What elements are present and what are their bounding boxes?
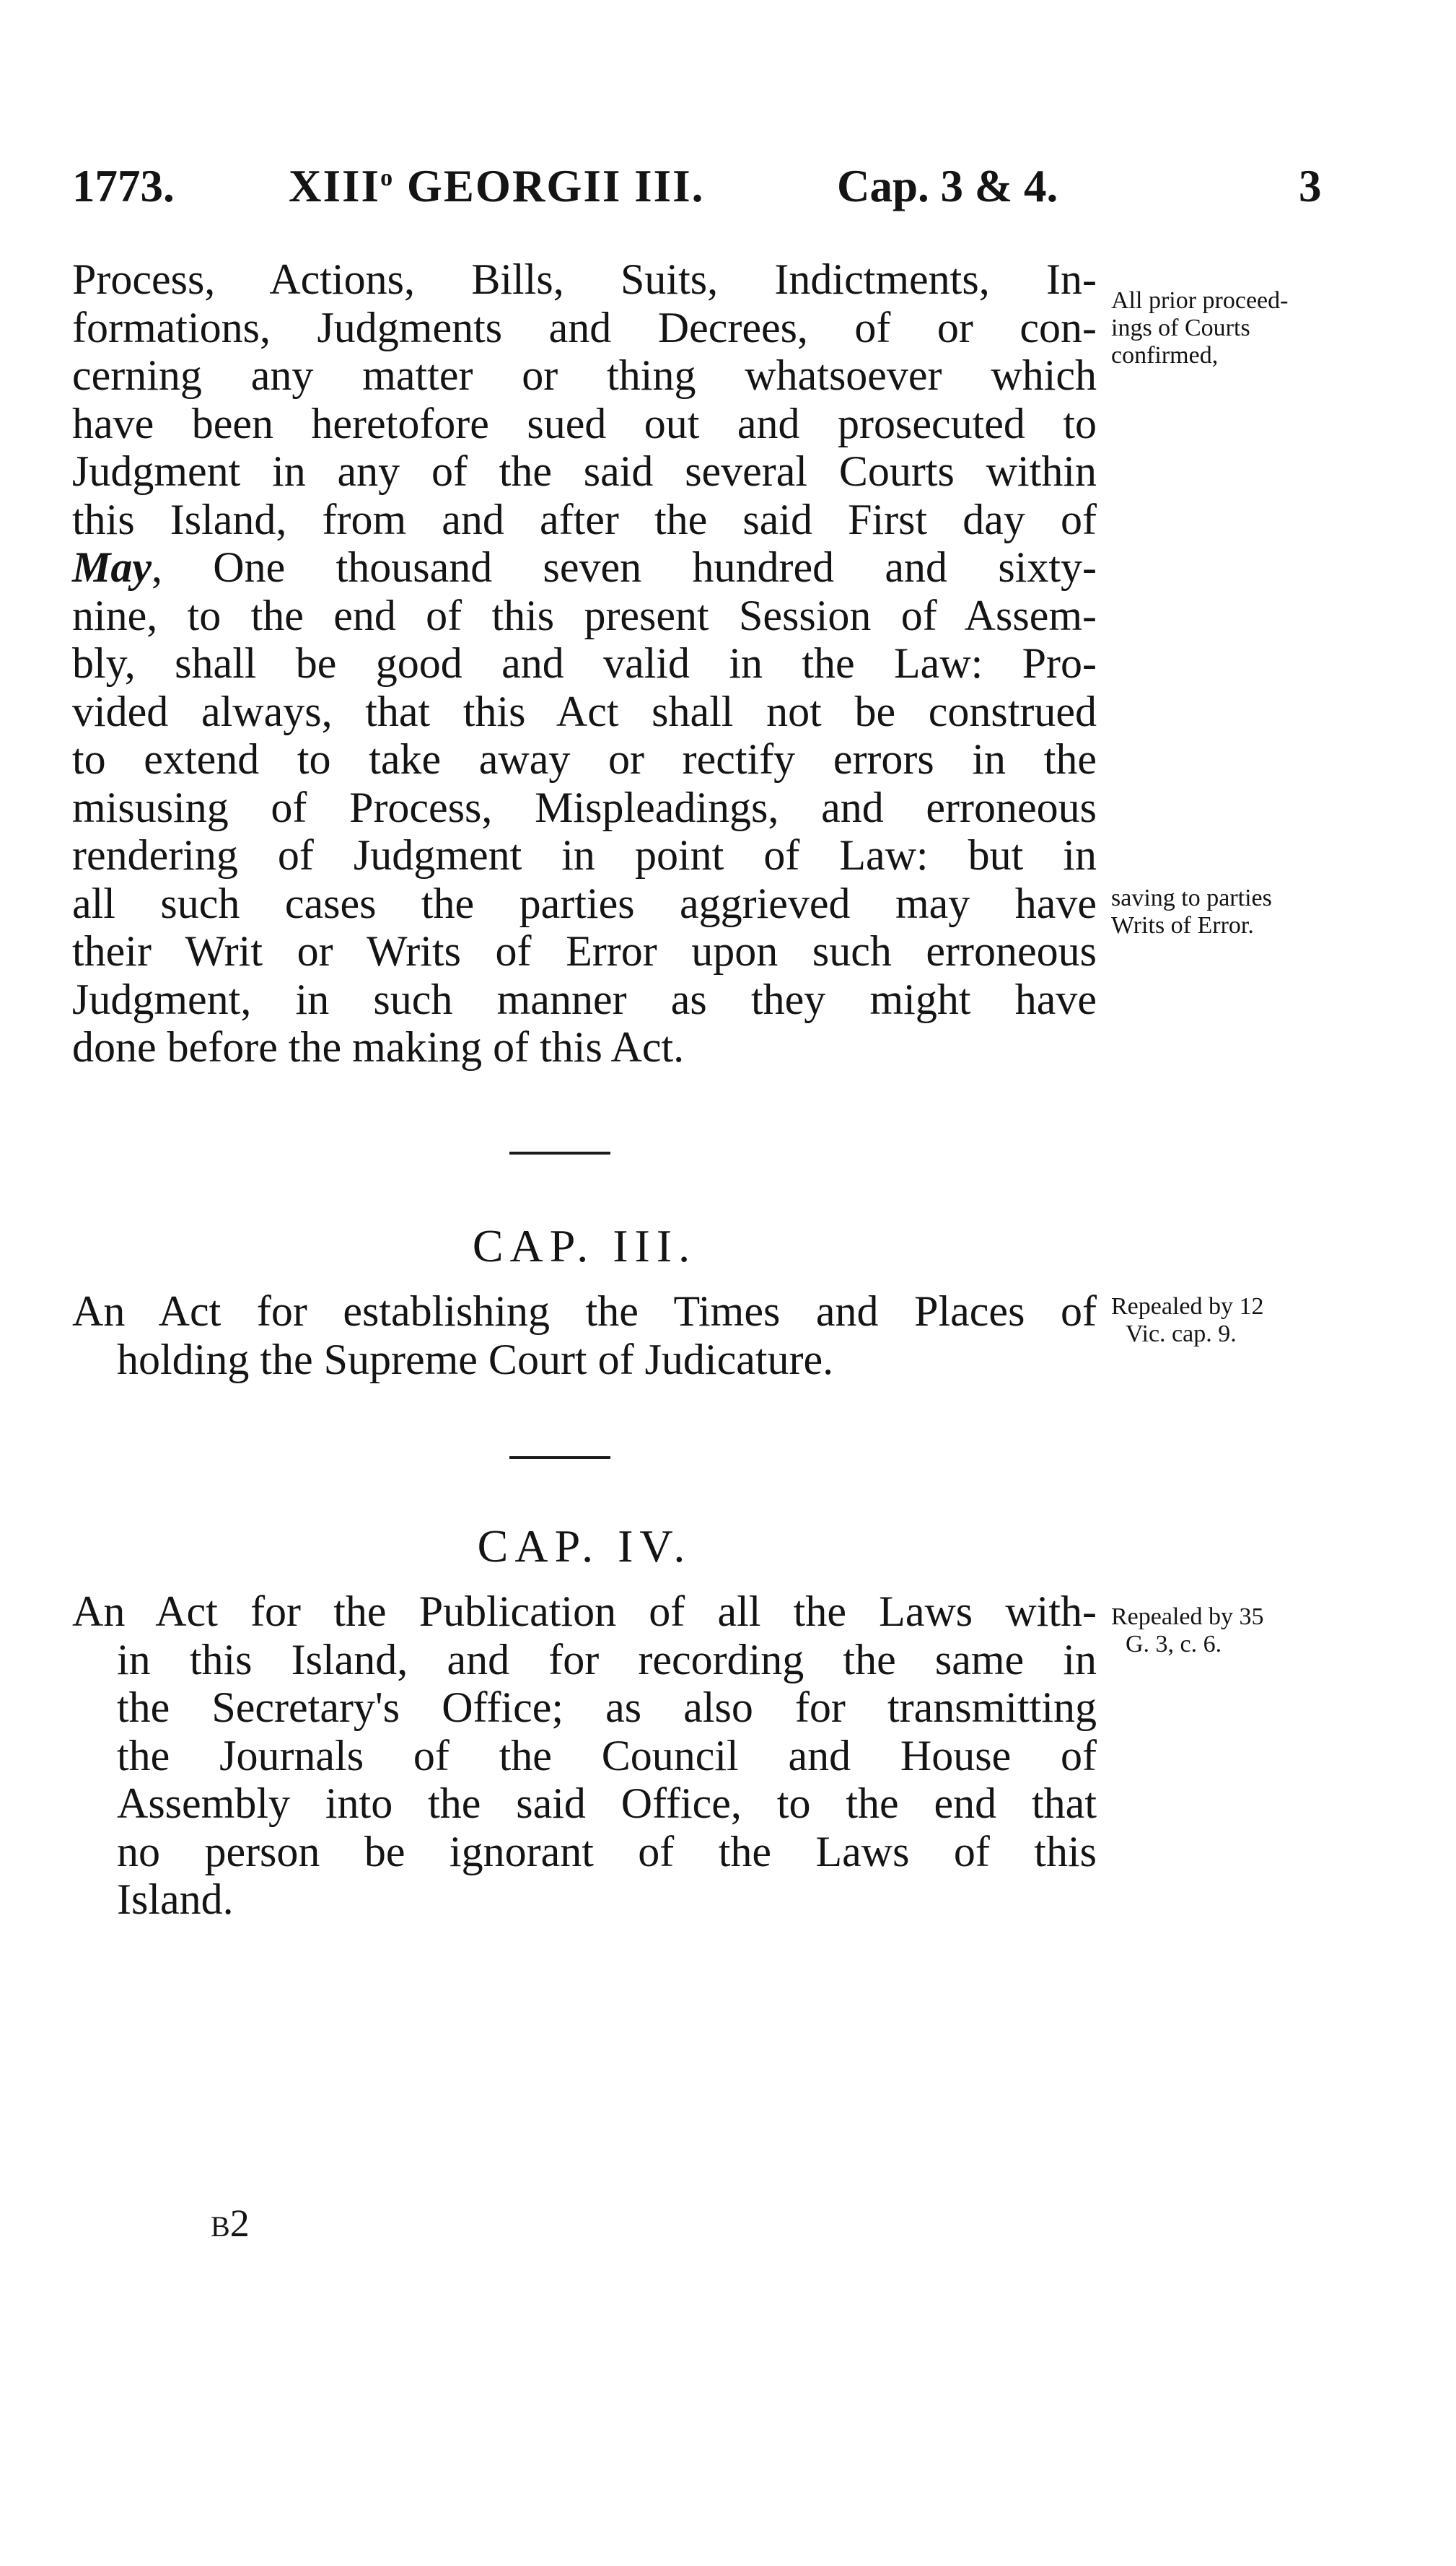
act-line: Island. bbox=[117, 1875, 234, 1923]
act-line: in this Island, and for recording the same in bbox=[117, 1635, 1097, 1683]
header-reign: XIII$^o$ GEORGII III. bbox=[289, 161, 705, 211]
text-line: all such cases the parties aggrieved may have bbox=[72, 879, 1097, 927]
cap-4-heading: CAP. IV. bbox=[477, 1520, 692, 1572]
cap-3-heading: CAP. III. bbox=[472, 1220, 697, 1271]
section-rule bbox=[509, 1152, 610, 1155]
act-line: An Act for the Publication of all the Laws with- bbox=[72, 1588, 1097, 1635]
signature-mark: B2 bbox=[211, 2202, 250, 2245]
margin-note-prior-proceedings: All prior proceed- ings of Courts confirmed, bbox=[1111, 287, 1289, 369]
act-line: the Journals of the Council and House of bbox=[117, 1731, 1097, 1779]
text-line: this Island, from and after the said First day of bbox=[72, 495, 1097, 543]
act-line: no person be ignorant of the Laws of this bbox=[117, 1827, 1097, 1875]
cap-4-act-title bbox=[72, 1588, 1097, 1924]
text-line: nine, to the end of this present Session of Assem- bbox=[72, 591, 1097, 639]
text-line: cerning any matter or thing whatsoever which bbox=[72, 351, 1097, 399]
act-line: Assembly into the said Office, to the end that bbox=[117, 1779, 1097, 1827]
text-line: done before the making of this Act. bbox=[72, 1023, 685, 1071]
text-line: Judgment in any of the said several Courts within bbox=[72, 447, 1097, 495]
page-number: 3 bbox=[1299, 161, 1322, 211]
text-line: vided always, that this Act shall not be construed bbox=[72, 687, 1097, 735]
text-line: their Writ or Writs of Error upon such erroneous bbox=[72, 927, 1097, 975]
text-line: May, One thousand seven hundred and sixty- bbox=[72, 543, 1097, 591]
margin-note-cap-3-repealed: Repealed by 12 Vic. cap. 9. bbox=[1111, 1293, 1264, 1347]
cap-3-act-title bbox=[72, 1287, 1097, 1383]
text-line: bly, shall be good and valid in the Law: Pro- bbox=[72, 639, 1097, 687]
act-line: the Secretary's Office; as also for transmitting bbox=[117, 1683, 1097, 1731]
act-line: holding the Supreme Court of Judicature. bbox=[117, 1335, 834, 1383]
header-year: 1773. bbox=[72, 161, 175, 211]
text-line: Judgment, in such manner as they might have bbox=[72, 975, 1097, 1023]
margin-note-writs-of-error: saving to parties Writs of Error. bbox=[1111, 885, 1272, 939]
text-line: to extend to take away or rectify errors in the bbox=[72, 735, 1097, 783]
running-header bbox=[72, 160, 1335, 225]
margin-note-cap-4-repealed: Repealed by 35 G. 3, c. 6. bbox=[1111, 1603, 1264, 1658]
header-chapter: Cap. 3 & 4. bbox=[837, 161, 1058, 211]
text-line: rendering of Judgment in point of Law: but in bbox=[72, 831, 1097, 879]
statute-text bbox=[72, 255, 1097, 1072]
text-line: formations, Judgments and Decrees, of or con- bbox=[72, 303, 1097, 351]
act-line: An Act for establishing the Times and Places of bbox=[72, 1287, 1097, 1335]
text-line: Process, Actions, Bills, Suits, Indictments, In- bbox=[72, 255, 1097, 303]
text-line: have been heretofore sued out and prosecuted to bbox=[72, 399, 1097, 447]
section-rule bbox=[509, 1456, 610, 1459]
italic-month: May bbox=[72, 543, 152, 591]
text-line: misusing of Process, Mispleadings, and erroneous bbox=[72, 783, 1097, 831]
